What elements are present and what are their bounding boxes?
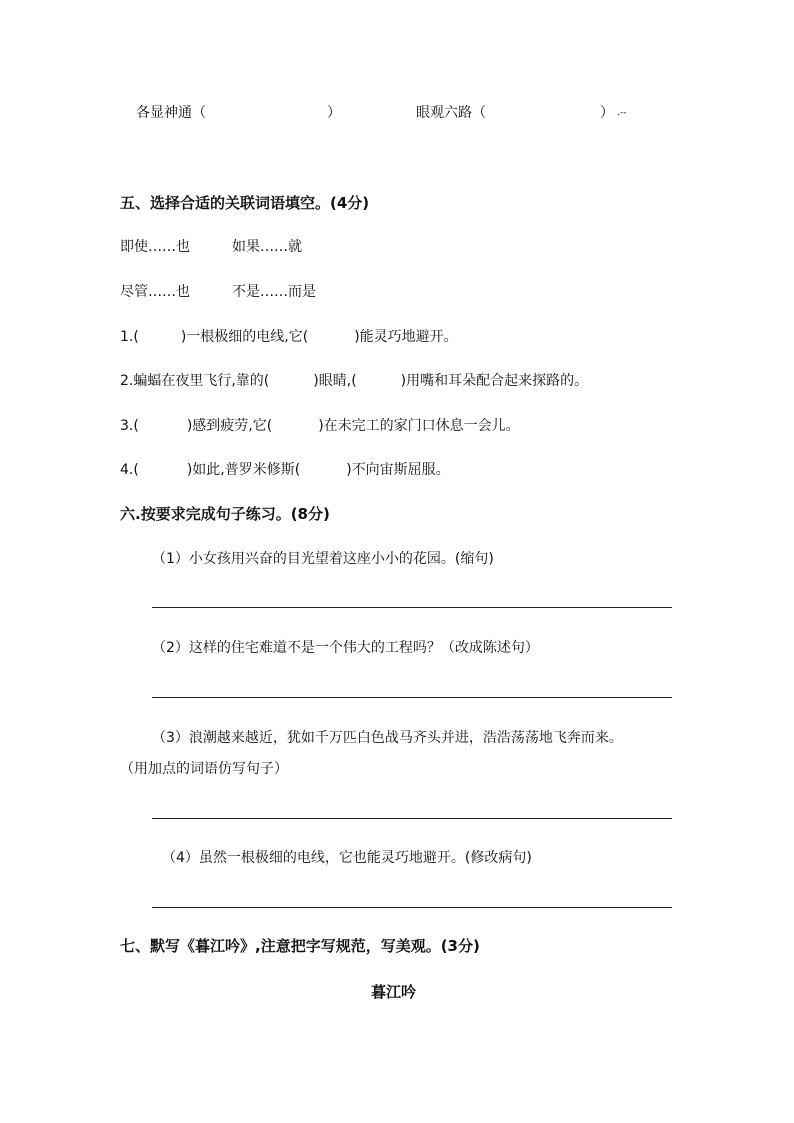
s5-q2-mid: )眼睛,( [313, 373, 357, 389]
idiom-item-1 [136, 102, 206, 122]
s5-q2-end: )用嘴和耳朵配合起来探路的。 [400, 373, 589, 389]
s6-answer-line-1[interactable] [152, 607, 672, 608]
s5-q3-mid: )感到疲劳,它( [186, 418, 273, 434]
section-6-heading: 六.按要求完成句子练习。(8分) [120, 505, 330, 523]
s5-question-1 [120, 326, 458, 346]
s6-answer-line-3[interactable] [152, 818, 672, 819]
idiom-1-close-paren: ） [327, 105, 341, 121]
s6-question-1: （1）小女孩用兴奋的目光望着这座小小的花园。(缩句) [152, 551, 494, 567]
idiom-item-2 [416, 102, 486, 122]
s5-question-4 [120, 459, 450, 479]
idiom-1-text: 各显神通 [136, 105, 192, 121]
option-2: 如果……就 [232, 239, 302, 255]
idiom-1-open-paren: （ [192, 105, 206, 121]
s5-q3-end: )在未完工的家门口休息一会儿。 [318, 418, 520, 434]
s6-answer-line-2[interactable] [152, 697, 672, 698]
s5-q2-start: 2.蝙蝠在夜里飞行,靠的( [120, 373, 270, 389]
s6-answer-line-4[interactable] [152, 907, 672, 908]
s6-question-4: （4）虽然一根极细的电线，它也能灵巧地避开。(修改病句) [162, 850, 532, 866]
section-5-heading: 五、选择合适的关联词语填空。(4分) [120, 194, 370, 212]
poem-title: 暮江吟 [371, 983, 417, 1001]
s5-q1-end: )能灵巧地避开。 [354, 329, 458, 345]
idiom-2-open-paren: （ [472, 105, 486, 121]
section-7-heading: 七、默写《暮江吟》,注意把字写规范，写美观。(3分) [120, 937, 480, 955]
s5-q4-end: )不向宙斯屈服。 [346, 462, 450, 478]
s5-question-3 [120, 415, 520, 435]
idiom-2-close-paren: ） [600, 105, 614, 121]
s6-question-3-instruction: （用加点的词语仿写句子） [120, 761, 288, 777]
s5-q1-start: 1.( [120, 329, 139, 345]
s6-question-3: （3）浪潮越来越近，犹如千万匹白色战马齐头并进，浩浩荡荡地飞奔而来。 [152, 730, 623, 746]
s5-q1-mid: )一根极细的电线,它( [180, 329, 309, 345]
s5-q3-start: 3.( [120, 418, 139, 434]
s6-question-2: （2）这样的住宅难道不是一个伟大的工程吗？（改成陈述句） [152, 640, 539, 656]
idiom-2-text: 眼观六路 [416, 105, 472, 121]
s5-question-2 [120, 370, 588, 390]
trailing-mark: .-- [617, 108, 627, 118]
option-3: 尽管……也 [120, 284, 190, 300]
option-4: 不是……而是 [232, 284, 316, 300]
s5-q4-mid: )如此,普罗米修斯( [186, 462, 301, 478]
option-1: 即使……也 [120, 239, 190, 255]
s5-q4-start: 4.( [120, 462, 139, 478]
